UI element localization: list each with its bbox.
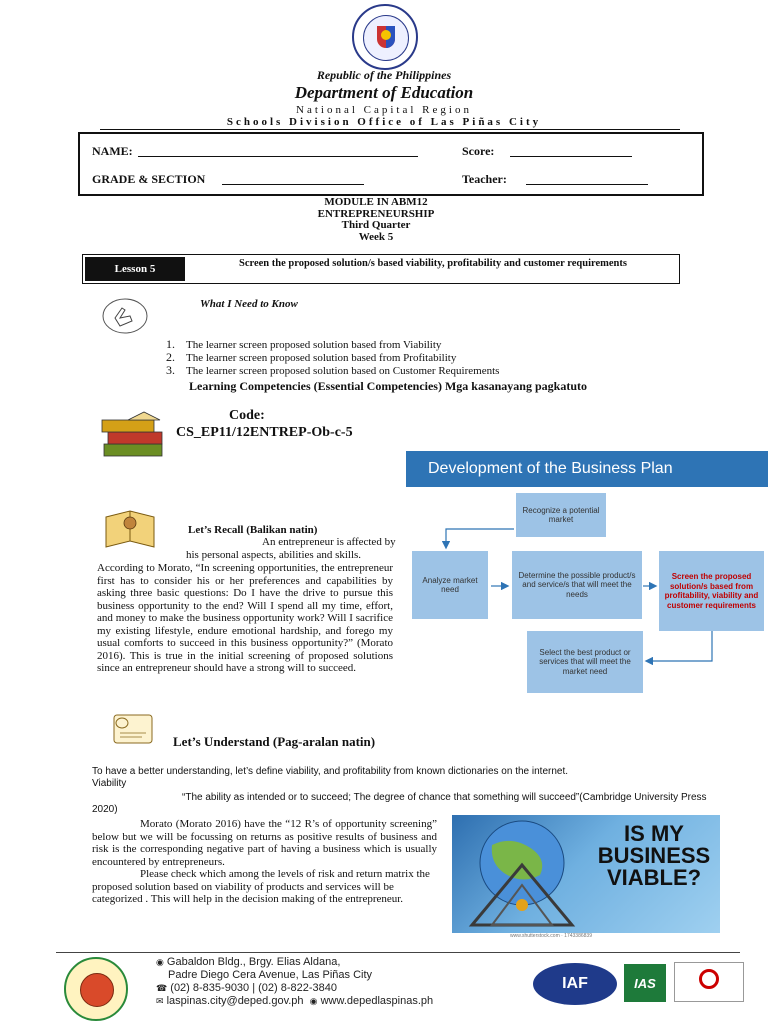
- viable-text-line3: VIABLE?: [606, 865, 702, 890]
- diagram-box-select: Select the best product or services that will meet the market need: [527, 631, 643, 693]
- score-field[interactable]: [510, 144, 632, 157]
- seal-inner: [363, 15, 409, 61]
- understand-intro: To have a better understanding, let’s define viability, and profitability from known dictionaries on the internet.: [92, 766, 569, 777]
- viable-text-line1: IS MY: [624, 821, 684, 846]
- bsi-logo-mark: [699, 969, 719, 989]
- footer-website[interactable]: www.depedlaspinas.ph: [320, 995, 434, 1007]
- understand-heading: Let’s Understand (Pag-aralan natin): [173, 734, 376, 749]
- viability-label: Viability: [92, 778, 127, 789]
- objective-num-1: 1.: [166, 337, 175, 351]
- module-line3: Third Quarter: [341, 219, 411, 231]
- header-division: Schools Division Office of Las Piñas City: [226, 116, 542, 128]
- score-label: Score:: [462, 144, 495, 158]
- diagram-box-recognize: Recognize a potential market: [516, 493, 606, 537]
- footer-contact: [156, 956, 433, 1008]
- division-seal: [64, 957, 128, 1021]
- division-seal-inner: [80, 973, 114, 1007]
- footer-address-row: [156, 956, 433, 969]
- name-label: NAME:: [92, 144, 133, 158]
- objective-num-2: 2.: [166, 350, 175, 364]
- recall-line2: his personal aspects, abilities and skills.: [186, 549, 362, 561]
- header-rule: [100, 129, 680, 130]
- code-label: Code:: [229, 408, 265, 423]
- header-republic: Republic of the Philippines: [316, 68, 452, 82]
- seal-sun: [381, 30, 391, 40]
- diagram-title: Development of the Business Plan: [406, 451, 768, 487]
- module-line2: ENTREPRENEURSHIP: [317, 207, 435, 220]
- understand-para1: Morato (Morato 2016) have the “12 R’s of opportunity screening” below but we will be focussing on returns as positive results of business and risk is the corresponding negative part of having a business which is usually encountered by entrepreneurs.: [92, 818, 437, 868]
- viable-image-text: [592, 823, 716, 889]
- header-region: National Capital Region: [296, 104, 472, 116]
- footer-email[interactable]: laspinas.city@deped.gov.ph: [166, 995, 304, 1007]
- recall-heading: Let’s Recall (Balikan natin): [188, 524, 318, 536]
- deped-seal: [352, 4, 418, 70]
- need-to-know-heading: What I Need to Know: [200, 298, 298, 310]
- grade-section-field[interactable]: [222, 172, 364, 185]
- diagram-box-analyze: Analyze market need: [412, 551, 488, 619]
- competencies-heading: Learning Competencies (Essential Competencies) Mga kasanayang pagkatuto: [189, 379, 587, 393]
- lesson-title: Screen the proposed solution/s based viability, profitability and customer requirements: [239, 258, 627, 269]
- ias-logo-text: IAS: [634, 975, 656, 991]
- lesson-label: Lesson 5: [85, 257, 185, 281]
- module-line1: MODULE IN ABM12: [324, 196, 428, 208]
- iaf-logo: [533, 963, 617, 1005]
- phone-icon: ☎: [156, 983, 168, 993]
- email-icon: ✉: [156, 996, 164, 1006]
- code-value: CS_EP11/12ENTREP-Ob-c-5: [176, 425, 353, 440]
- recall-line1: An entrepreneur is affected by: [262, 536, 396, 548]
- ias-logo: [624, 964, 666, 1002]
- teacher-field[interactable]: [526, 172, 648, 185]
- grade-section-label: GRADE & SECTION: [92, 172, 206, 186]
- globe-icon: ◉: [309, 996, 318, 1006]
- recall-body: According to Morato, “In screening opportunities, the entrepreneur first has to consider his or her preferences and capabilities by asking three basic questions: Do I have the drive to pursue this business opportunity to the end? Will I spend all my time, effort, and money to make the business opportunity work? Will I sacrifice my existing lifestyle, endure emotional hardship, and forego my usual comforts to succeed in this business opportunity?” (Morato 2016). This is true in the initial screening of proposed solutions since an entrepreneur should have a strong will to succeed.: [97, 562, 393, 674]
- footer-address1: Gabaldon Bldg., Brgy. Elias Aldana,: [166, 956, 341, 968]
- bsi-certification-logo: [674, 962, 744, 1002]
- iaf-logo-text: IAF: [562, 975, 588, 992]
- business-viable-image: [452, 815, 720, 933]
- business-plan-diagram: [406, 451, 768, 706]
- image-credit: www.shutterstock.com · 1743386839: [510, 933, 592, 939]
- diagram-box-determine: Determine the possible product/s and service/s that will meet the needs: [512, 551, 642, 619]
- lesson-bar: [82, 254, 680, 284]
- objective-num-3: 3.: [166, 363, 175, 377]
- footer-phone-row: [156, 982, 433, 995]
- footer-phone: (02) 8-835-9030 | (02) 8-822-3840: [170, 982, 338, 994]
- footer-address2: Padre Diego Cera Avenue, Las Piñas City: [168, 969, 373, 981]
- student-info-box: [78, 132, 704, 196]
- viable-text-line2: BUSINESS: [597, 843, 711, 868]
- teacher-label: Teacher:: [462, 172, 507, 186]
- objective-text-2: The learner screen proposed solution based from Profitability: [186, 352, 457, 364]
- footer-rule: [56, 952, 740, 953]
- header-department: Department of Education: [294, 83, 474, 102]
- objective-text-3: The learner screen proposed solution based on Customer Requirements: [186, 365, 500, 377]
- books-icon: [98, 410, 172, 462]
- pointing-hand-icon: [100, 296, 150, 336]
- viability-quote: “The ability as intended or to succeed; The degree of chance that something will succeed”(Cambridge University Press 2020): [92, 792, 707, 815]
- location-icon: ◉: [156, 957, 164, 967]
- scroll-paper-icon: [108, 709, 158, 749]
- open-book-reader-icon: [102, 507, 160, 551]
- module-line4: Week 5: [358, 230, 394, 243]
- objective-text-1: The learner screen proposed solution based from Viability: [186, 339, 442, 351]
- diagram-box-screen: Screen the proposed solution/s based from profitability, viability and customer requirements: [659, 551, 764, 631]
- footer-web-row: [156, 995, 433, 1008]
- name-field[interactable]: [138, 144, 418, 157]
- understand-para2: Please check which among the levels of risk and return matrix the proposed solution based on viability of products and services will be categorized . This will help in the decision making of the entrepreneur.: [92, 868, 430, 905]
- module-title: [0, 197, 760, 243]
